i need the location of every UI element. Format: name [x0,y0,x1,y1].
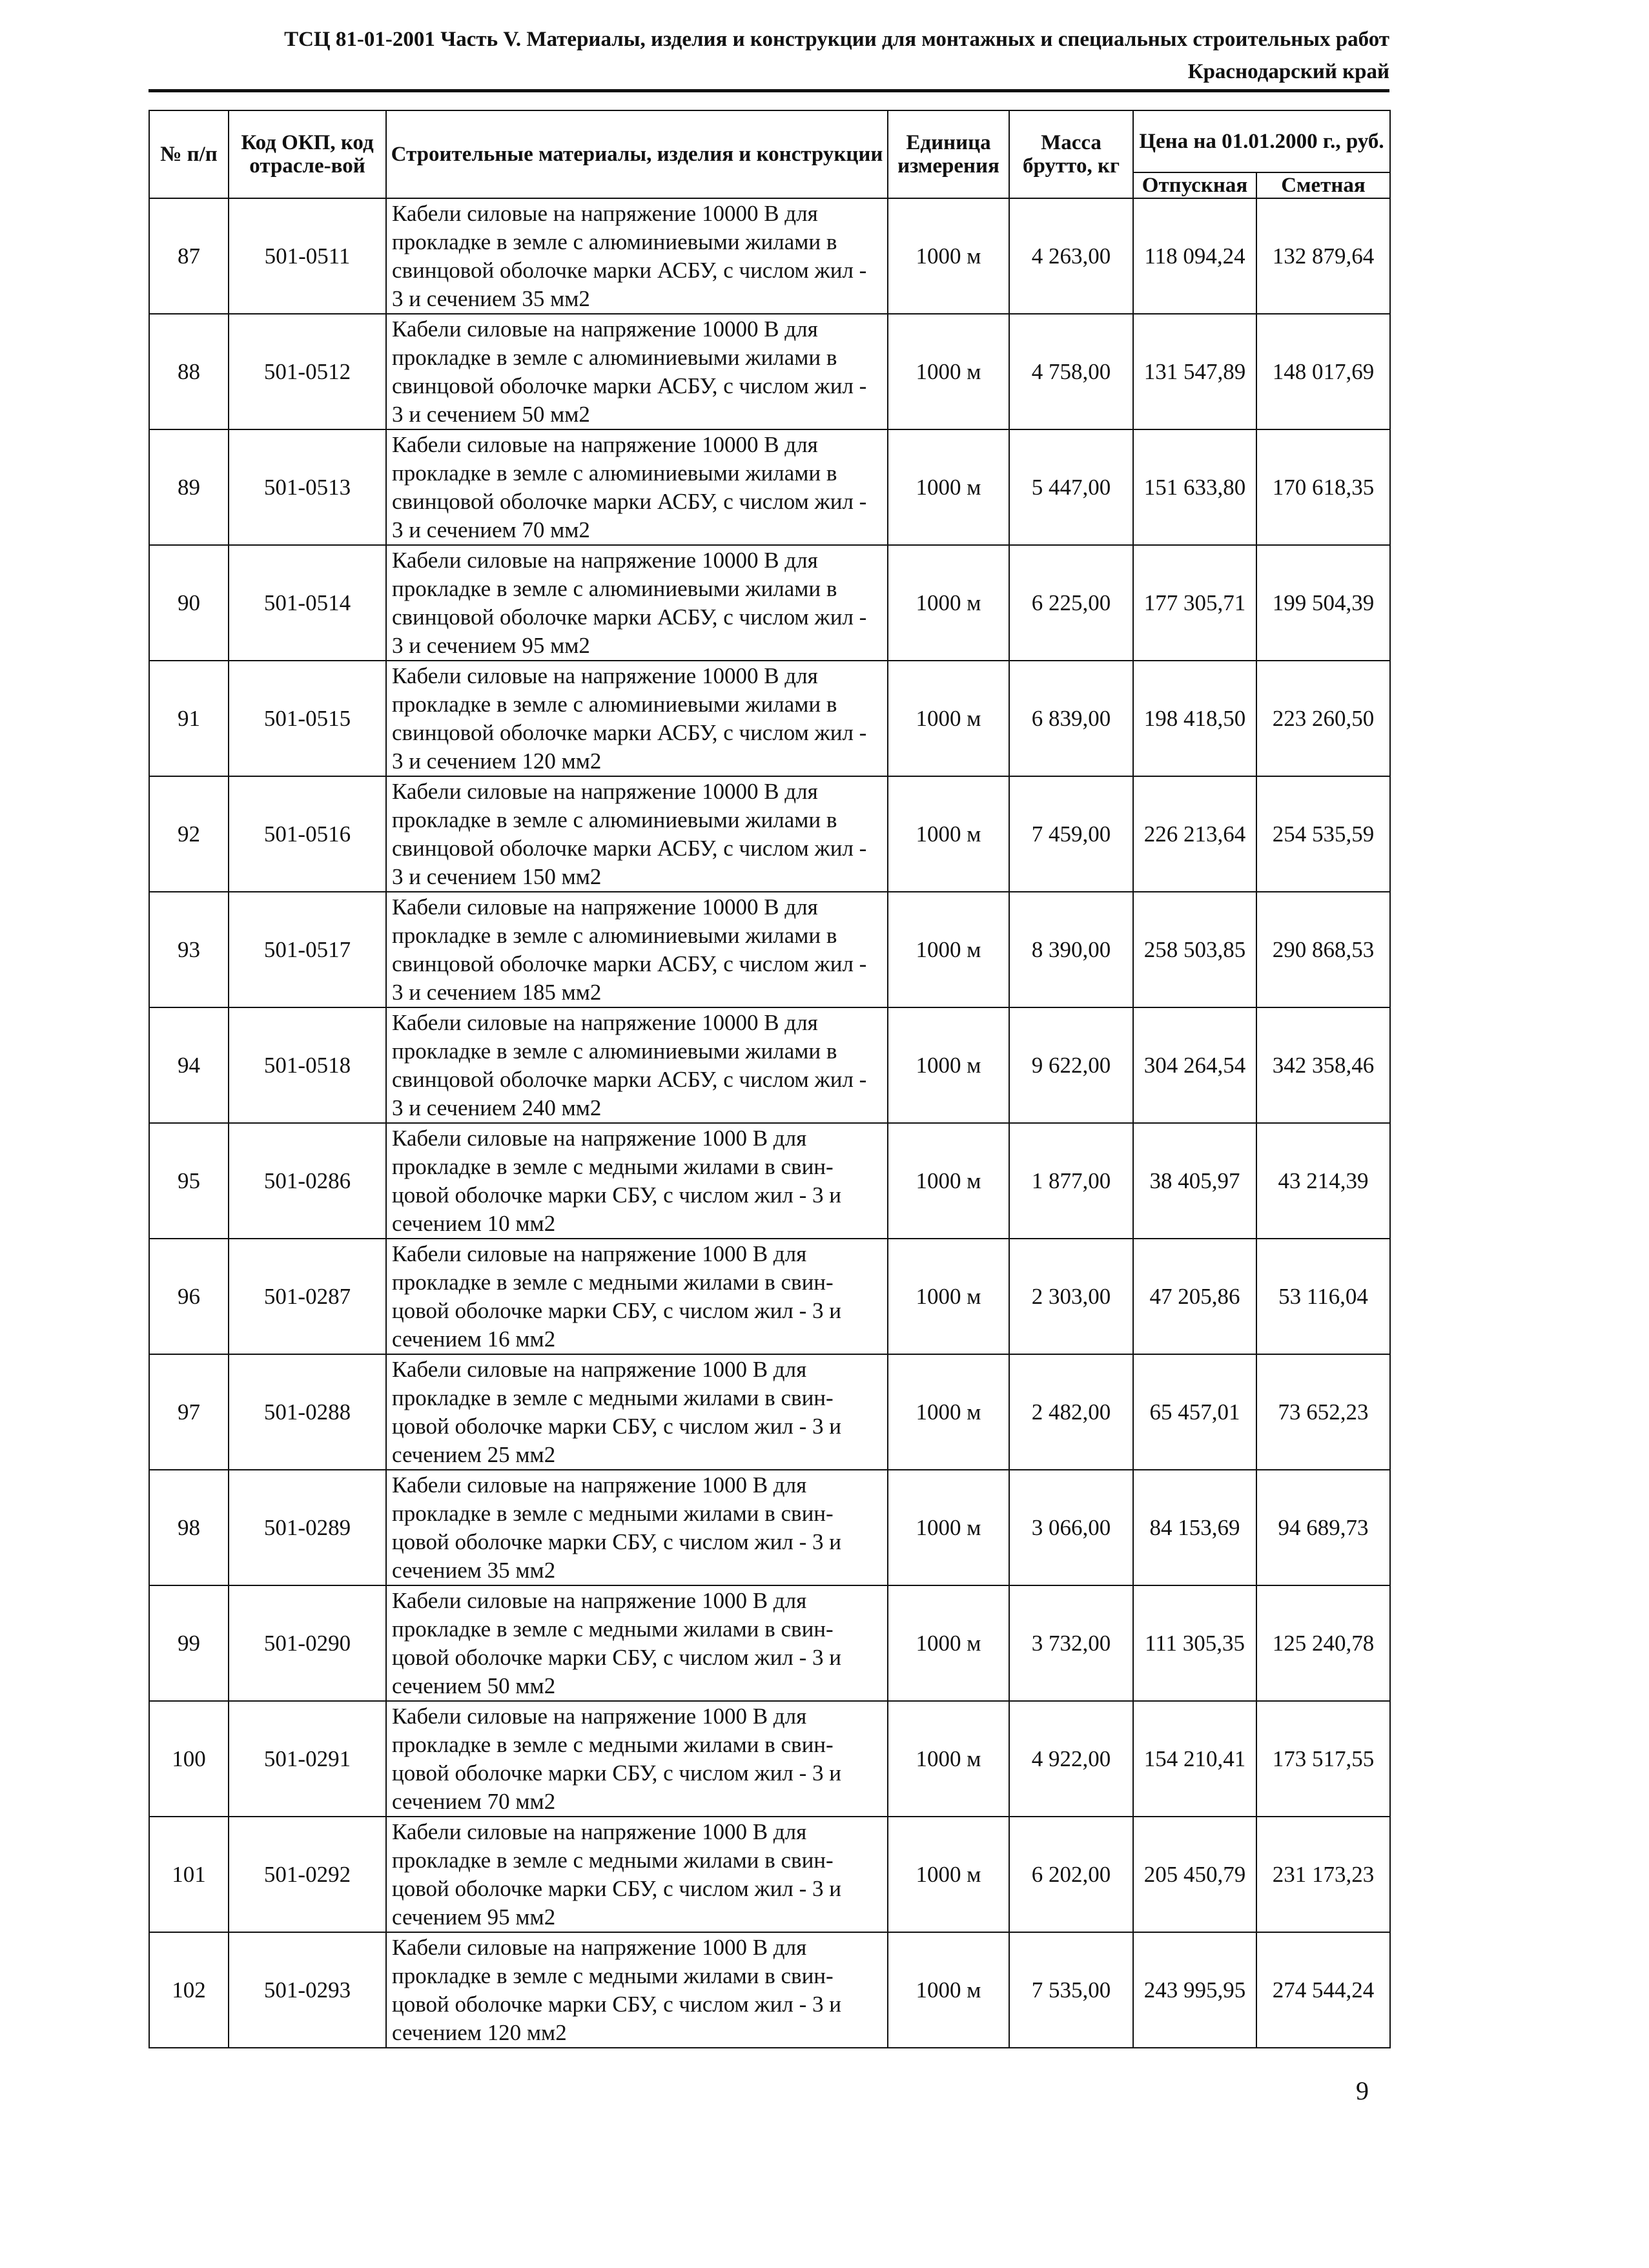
table-row [149,1932,1390,2048]
cell-name: Кабели силовые на напряжение 1000 В для прокладке в земле с медными жилами в свин-цовой оболочке марки СБУ, с числом жил - 3 и сечением 120 мм2 [386,1932,888,2048]
table-row [149,1817,1390,1932]
cell-price-release: 38 405,97 [1133,1123,1256,1239]
cell-unit: 1000 м [888,1932,1009,2048]
cell-mass: 4 922,00 [1009,1701,1133,1817]
table-row [149,661,1390,776]
table-header [149,110,1390,198]
cell-price-release: 118 094,24 [1133,198,1256,314]
cell-mass: 9 622,00 [1009,1007,1133,1123]
cell-mass: 6 225,00 [1009,545,1133,661]
page-number: 9 [1356,2076,1369,2105]
cell-mass: 7 535,00 [1009,1932,1133,2048]
cell-num: 97 [149,1354,229,1470]
cell-code: 501-0513 [229,429,386,545]
cell-price-estimate: 173 517,55 [1256,1701,1390,1817]
cell-unit: 1000 м [888,776,1009,892]
cell-name: Кабели силовые на напряжение 1000 В для прокладке в земле с медными жилами в свин-цовой оболочке марки СБУ, с числом жил - 3 и сечением 25 мм2 [386,1354,888,1470]
cell-name: Кабели силовые на напряжение 10000 В для прокладке в земле с алюминиевыми жилами в свинцовой оболочке марки АСБУ, с числом жил - 3 и сечением 95 мм2 [386,545,888,661]
cell-mass: 4 263,00 [1009,198,1133,314]
cell-num: 87 [149,198,229,314]
table-row [149,1354,1390,1470]
cell-price-estimate: 170 618,35 [1256,429,1390,545]
price-table [149,110,1391,2048]
cell-price-release: 304 264,54 [1133,1007,1256,1123]
col-header-price-estimate: Сметная [1256,172,1390,198]
cell-price-estimate: 94 689,73 [1256,1470,1390,1585]
cell-num: 100 [149,1701,229,1817]
cell-num: 99 [149,1585,229,1701]
cell-name: Кабели силовые на напряжение 10000 В для прокладке в земле с алюминиевыми жилами в свинцовой оболочке марки АСБУ, с числом жил - 3 и сечением 120 мм2 [386,661,888,776]
cell-price-release: 243 995,95 [1133,1932,1256,2048]
cell-price-release: 177 305,71 [1133,545,1256,661]
cell-price-estimate: 132 879,64 [1256,198,1390,314]
cell-code: 501-0293 [229,1932,386,2048]
table-row [149,1007,1390,1123]
table-row [149,545,1390,661]
cell-price-release: 47 205,86 [1133,1239,1256,1354]
cell-name: Кабели силовые на напряжение 10000 В для прокладке в земле с алюминиевыми жилами в свинцовой оболочке марки АСБУ, с числом жил - 3 и сечением 35 мм2 [386,198,888,314]
cell-name: Кабели силовые на напряжение 10000 В для прокладке в земле с алюминиевыми жилами в свинцовой оболочке марки АСБУ, с числом жил - 3 и сечением 240 мм2 [386,1007,888,1123]
cell-name: Кабели силовые на напряжение 1000 В для прокладке в земле с медными жилами в свин-цовой оболочке марки СБУ, с числом жил - 3 и сечением 35 мм2 [386,1470,888,1585]
cell-unit: 1000 м [888,1585,1009,1701]
cell-unit: 1000 м [888,1470,1009,1585]
cell-name: Кабели силовые на напряжение 1000 В для прокладке в земле с медными жилами в свин-цовой оболочке марки СБУ, с числом жил - 3 и сечением 95 мм2 [386,1817,888,1932]
cell-price-estimate: 125 240,78 [1256,1585,1390,1701]
header-rule [149,89,1389,92]
cell-code: 501-0290 [229,1585,386,1701]
col-header-num: № п/п [149,110,229,198]
cell-price-release: 154 210,41 [1133,1701,1256,1817]
table-row [149,1123,1390,1239]
cell-num: 94 [149,1007,229,1123]
cell-code: 501-0292 [229,1817,386,1932]
col-header-price-group: Цена на 01.01.2000 г., руб. [1133,110,1390,172]
col-header-code: Код ОКП, код отрасле-вой [229,110,386,198]
cell-price-release: 151 633,80 [1133,429,1256,545]
col-header-unit: Единица измерения [888,110,1009,198]
cell-unit: 1000 м [888,198,1009,314]
cell-num: 91 [149,661,229,776]
cell-mass: 4 758,00 [1009,314,1133,429]
col-header-price-release: Отпускная [1133,172,1256,198]
table-row [149,1585,1390,1701]
table-row [149,892,1390,1007]
cell-code: 501-0286 [229,1123,386,1239]
cell-name: Кабели силовые на напряжение 1000 В для прокладке в земле с медными жилами в свин-цовой оболочке марки СБУ, с числом жил - 3 и сечением 10 мм2 [386,1123,888,1239]
cell-code: 501-0518 [229,1007,386,1123]
cell-num: 96 [149,1239,229,1354]
cell-unit: 1000 м [888,314,1009,429]
header-title: ТСЦ 81-01-2001 Часть V. Материалы, изделия и конструкции для монтажных и специальных строительных работ [284,28,1389,51]
cell-price-estimate: 53 116,04 [1256,1239,1390,1354]
cell-mass: 2 303,00 [1009,1239,1133,1354]
cell-unit: 1000 м [888,1817,1009,1932]
cell-price-estimate: 148 017,69 [1256,314,1390,429]
cell-num: 93 [149,892,229,1007]
table-row [149,314,1390,429]
page-header [149,23,1389,88]
col-header-mass: Масса брутто, кг [1009,110,1133,198]
cell-price-release: 198 418,50 [1133,661,1256,776]
cell-mass: 6 839,00 [1009,661,1133,776]
cell-code: 501-0291 [229,1701,386,1817]
cell-code: 501-0289 [229,1470,386,1585]
cell-code: 501-0288 [229,1354,386,1470]
cell-name: Кабели силовые на напряжение 1000 В для прокладке в земле с медными жилами в свин-цовой оболочке марки СБУ, с числом жил - 3 и сечением 70 мм2 [386,1701,888,1817]
cell-price-release: 226 213,64 [1133,776,1256,892]
cell-mass: 6 202,00 [1009,1817,1133,1932]
cell-mass: 7 459,00 [1009,776,1133,892]
cell-mass: 3 066,00 [1009,1470,1133,1585]
cell-price-estimate: 43 214,39 [1256,1123,1390,1239]
cell-name: Кабели силовые на напряжение 10000 В для прокладке в земле с алюминиевыми жилами в свинцовой оболочке марки АСБУ, с числом жил - 3 и сечением 150 мм2 [386,776,888,892]
cell-price-release: 131 547,89 [1133,314,1256,429]
cell-code: 501-0511 [229,198,386,314]
cell-num: 89 [149,429,229,545]
cell-unit: 1000 м [888,1354,1009,1470]
cell-unit: 1000 м [888,1123,1009,1239]
table-row [149,776,1390,892]
cell-num: 90 [149,545,229,661]
cell-code: 501-0515 [229,661,386,776]
cell-price-estimate: 231 173,23 [1256,1817,1390,1932]
cell-name: Кабели силовые на напряжение 10000 В для прокладке в земле с алюминиевыми жилами в свинцовой оболочке марки АСБУ, с числом жил - 3 и сечением 70 мм2 [386,429,888,545]
cell-price-release: 65 457,01 [1133,1354,1256,1470]
cell-num: 98 [149,1470,229,1585]
cell-name: Кабели силовые на напряжение 1000 В для прокладке в земле с медными жилами в свин-цовой оболочке марки СБУ, с числом жил - 3 и сечением 16 мм2 [386,1239,888,1354]
table-row [149,429,1390,545]
cell-mass: 8 390,00 [1009,892,1133,1007]
cell-price-estimate: 73 652,23 [1256,1354,1390,1470]
table-body [149,198,1390,2048]
cell-mass: 3 732,00 [1009,1585,1133,1701]
cell-code: 501-0514 [229,545,386,661]
cell-unit: 1000 м [888,661,1009,776]
cell-price-release: 258 503,85 [1133,892,1256,1007]
cell-num: 102 [149,1932,229,2048]
cell-num: 88 [149,314,229,429]
cell-name: Кабели силовые на напряжение 10000 В для прокладке в земле с алюминиевыми жилами в свинцовой оболочке марки АСБУ, с числом жил - 3 и сечением 50 мм2 [386,314,888,429]
cell-price-estimate: 223 260,50 [1256,661,1390,776]
table-row [149,198,1390,314]
cell-code: 501-0287 [229,1239,386,1354]
cell-unit: 1000 м [888,1239,1009,1354]
cell-price-estimate: 342 358,46 [1256,1007,1390,1123]
cell-mass: 5 447,00 [1009,429,1133,545]
table-row [149,1701,1390,1817]
cell-num: 95 [149,1123,229,1239]
cell-name: Кабели силовые на напряжение 1000 В для прокладке в земле с медными жилами в свин-цовой оболочке марки СБУ, с числом жил - 3 и сечением 50 мм2 [386,1585,888,1701]
cell-num: 92 [149,776,229,892]
cell-unit: 1000 м [888,892,1009,1007]
cell-mass: 2 482,00 [1009,1354,1133,1470]
cell-code: 501-0517 [229,892,386,1007]
table-row [149,1239,1390,1354]
cell-unit: 1000 м [888,1701,1009,1817]
cell-num: 101 [149,1817,229,1932]
cell-mass: 1 877,00 [1009,1123,1133,1239]
cell-price-release: 111 305,35 [1133,1585,1256,1701]
cell-price-estimate: 274 544,24 [1256,1932,1390,2048]
table-row [149,1470,1390,1585]
cell-price-estimate: 290 868,53 [1256,892,1390,1007]
header-region: Краснодарский край [1187,60,1389,83]
cell-unit: 1000 м [888,545,1009,661]
cell-name: Кабели силовые на напряжение 10000 В для прокладке в земле с алюминиевыми жилами в свинцовой оболочке марки АСБУ, с числом жил - 3 и сечением 185 мм2 [386,892,888,1007]
cell-price-release: 205 450,79 [1133,1817,1256,1932]
cell-code: 501-0512 [229,314,386,429]
cell-price-estimate: 199 504,39 [1256,545,1390,661]
cell-unit: 1000 м [888,429,1009,545]
cell-unit: 1000 м [888,1007,1009,1123]
cell-code: 501-0516 [229,776,386,892]
cell-price-estimate: 254 535,59 [1256,776,1390,892]
cell-price-release: 84 153,69 [1133,1470,1256,1585]
col-header-name: Строительные материалы, изделия и конструкции [386,110,888,198]
